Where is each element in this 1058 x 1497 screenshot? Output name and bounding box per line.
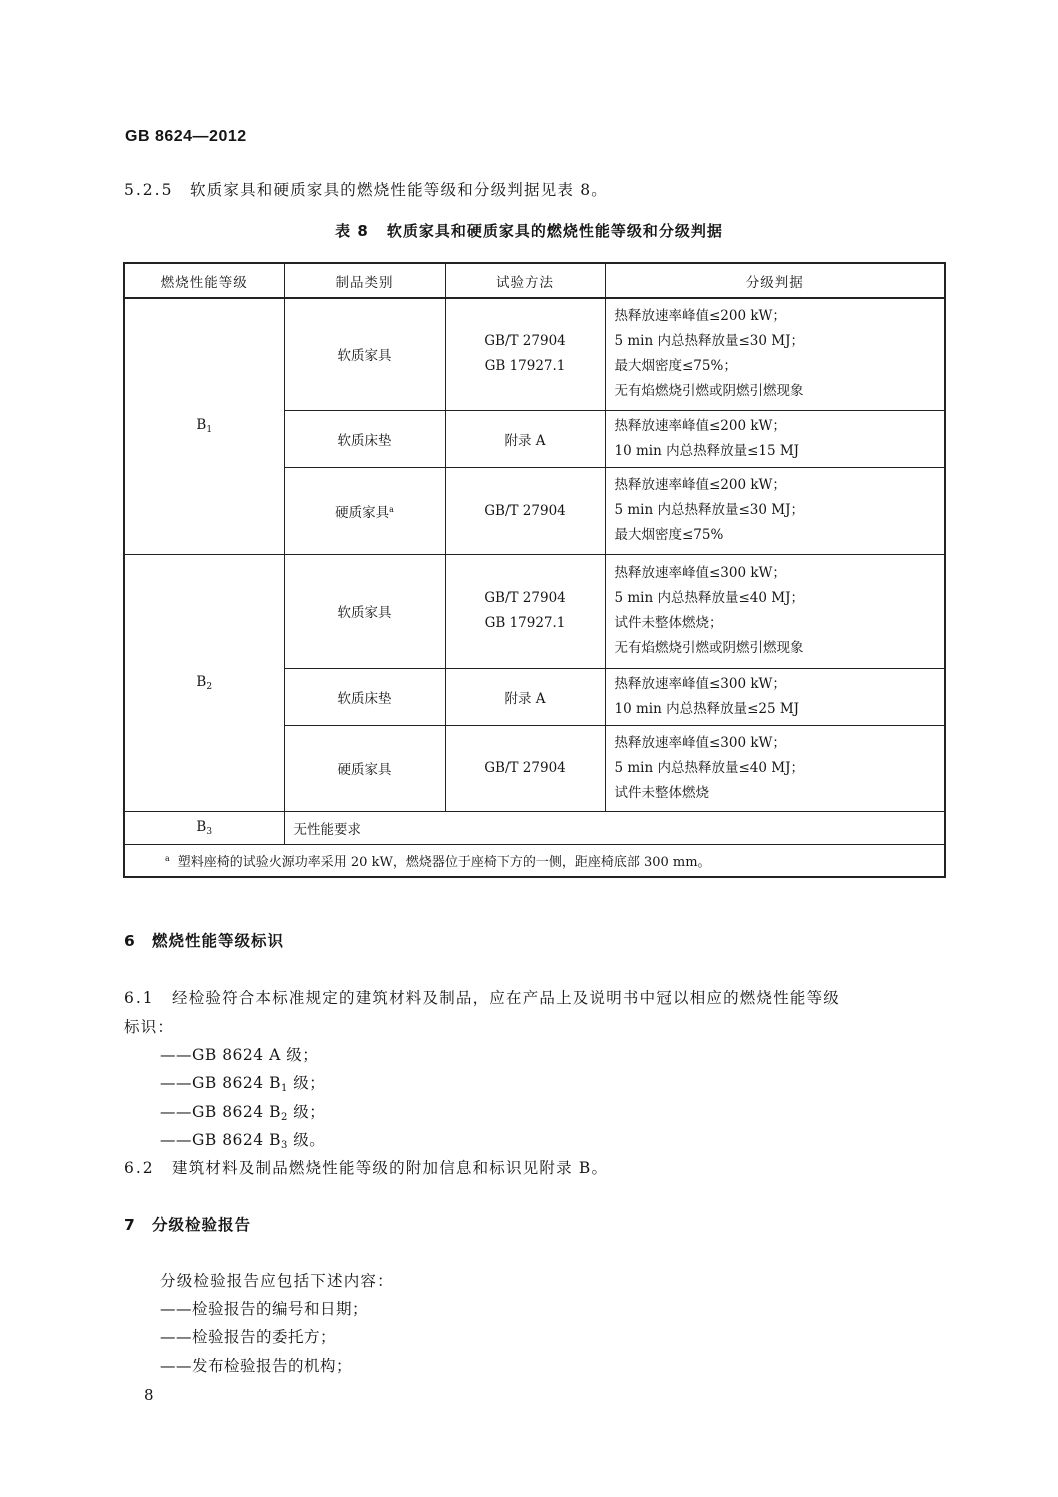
section-7-heading xyxy=(124,1213,251,1235)
grade-cell-b1: $B_1$ xyxy=(124,298,284,554)
report-intro: 分级检验报告应包括下述内容： xyxy=(160,1272,394,1290)
product-cell: 软质家具 xyxy=(284,298,445,410)
grade-label-item: ——GB 8624 A 级； xyxy=(160,1046,319,1064)
table-row xyxy=(124,811,945,844)
table-row xyxy=(124,554,945,668)
criteria-cell: 热释放速率峰值≤200 kW； 5 min 内总热释放量≤30 MJ； 最大烟密度≤75% xyxy=(605,467,945,554)
table-label: 表 8 xyxy=(335,222,369,240)
clause-text: 软质家具和硬质家具的燃烧性能等级和分级判据见表 8。 xyxy=(190,181,608,199)
clause-text: 建筑材料及制品燃烧性能等级的附加信息和标识见附录 B。 xyxy=(172,1159,609,1177)
section-number: 7 xyxy=(124,1216,136,1234)
table-header-row xyxy=(124,263,945,298)
criteria-cell: 热释放速率峰值≤200 kW； 5 min 内总热释放量≤30 MJ； 最大烟密度≤75%； 无有焰燃烧引燃或阴燃引燃现象 xyxy=(605,298,945,410)
report-item: ——发布检验报告的机构； xyxy=(160,1357,353,1375)
clause-number: 6.2 xyxy=(124,1159,155,1177)
product-cell: 硬质家具$^a$ xyxy=(284,467,445,554)
header-method: 试验方法 xyxy=(445,263,605,298)
criteria-cell: 热释放速率峰值≤300 kW； 5 min 内总热释放量≤40 MJ； 试件未整体燃烧； 无有焰燃烧引燃或阴燃引燃现象 xyxy=(605,554,945,668)
standard-number: GB 8624—2012 xyxy=(125,128,247,145)
clause-6-2 xyxy=(124,1156,608,1178)
clause-5-2-5 xyxy=(124,178,608,200)
header-grade: 燃烧性能等级 xyxy=(124,263,284,298)
product-cell: 软质家具 xyxy=(284,554,445,668)
table-caption xyxy=(0,220,1058,241)
no-requirement-cell: 无性能要求 xyxy=(284,811,945,844)
section-6-heading xyxy=(124,929,284,951)
clause-number: 5.2.5 xyxy=(124,181,174,199)
criteria-cell: 热释放速率峰值≤300 kW； 5 min 内总热释放量≤40 MJ； 试件未整体燃烧 xyxy=(605,725,945,811)
section-title: 分级检验报告 xyxy=(152,1216,252,1234)
product-cell: 硬质家具 xyxy=(284,725,445,811)
table-row xyxy=(124,298,945,410)
header-criteria: 分级判据 xyxy=(605,263,945,298)
report-item: ——检验报告的委托方； xyxy=(160,1328,337,1346)
criteria-cell: 热释放速率峰值≤200 kW； 10 min 内总热释放量≤15 MJ xyxy=(605,410,945,467)
criteria-cell: 热释放速率峰值≤300 kW； 10 min 内总热释放量≤25 MJ xyxy=(605,668,945,725)
grade-cell-b2: $B_2$ xyxy=(124,554,284,811)
method-cell: GB/T 27904 GB 17927.1 xyxy=(445,554,605,668)
table-footnote: $^a$ 塑料座椅的试验火源功率采用 20 kW，燃烧器位于座椅下方的一侧，距座椅底部 300 mm。 xyxy=(124,844,945,877)
method-cell: GB/T 27904 GB 17927.1 xyxy=(445,298,605,410)
grade-label-item: ——GB 8624 $B_1$ 级； xyxy=(160,1074,326,1094)
clause-number: 6.1 xyxy=(124,989,155,1007)
table-title: 软质家具和硬质家具的燃烧性能等级和分级判据 xyxy=(386,222,723,240)
product-cell: 软质床垫 xyxy=(284,668,445,725)
method-cell: GB/T 27904 xyxy=(445,725,605,811)
product-cell: 软质床垫 xyxy=(284,410,445,467)
grade-cell-b3: $B_3$ xyxy=(124,811,284,844)
section-title: 燃烧性能等级标识 xyxy=(152,932,285,950)
clause-text: 经检验符合本标准规定的建筑材料及制品，应在产品上及说明书中冠以相应的燃烧性能等级 xyxy=(172,989,841,1007)
method-cell: 附录 A xyxy=(445,410,605,467)
clause-6-1-continued: 标识： xyxy=(124,1018,175,1036)
method-cell: 附录 A xyxy=(445,668,605,725)
report-item: ——检验报告的编号和日期； xyxy=(160,1300,369,1318)
footnote-mark: a xyxy=(389,504,394,514)
grade-label-item: ——GB 8624 $B_3$ 级。 xyxy=(160,1131,326,1151)
table-footnote-row xyxy=(124,844,945,877)
method-cell: GB/T 27904 xyxy=(445,467,605,554)
clause-6-1 xyxy=(124,986,840,1008)
grade-label-item: ——GB 8624 $B_2$ 级； xyxy=(160,1103,326,1123)
section-number: 6 xyxy=(124,932,136,950)
header-product: 制品类别 xyxy=(284,263,445,298)
page-number: 8 xyxy=(144,1386,154,1404)
classification-table xyxy=(123,262,946,878)
footnote-mark: a xyxy=(165,853,170,863)
